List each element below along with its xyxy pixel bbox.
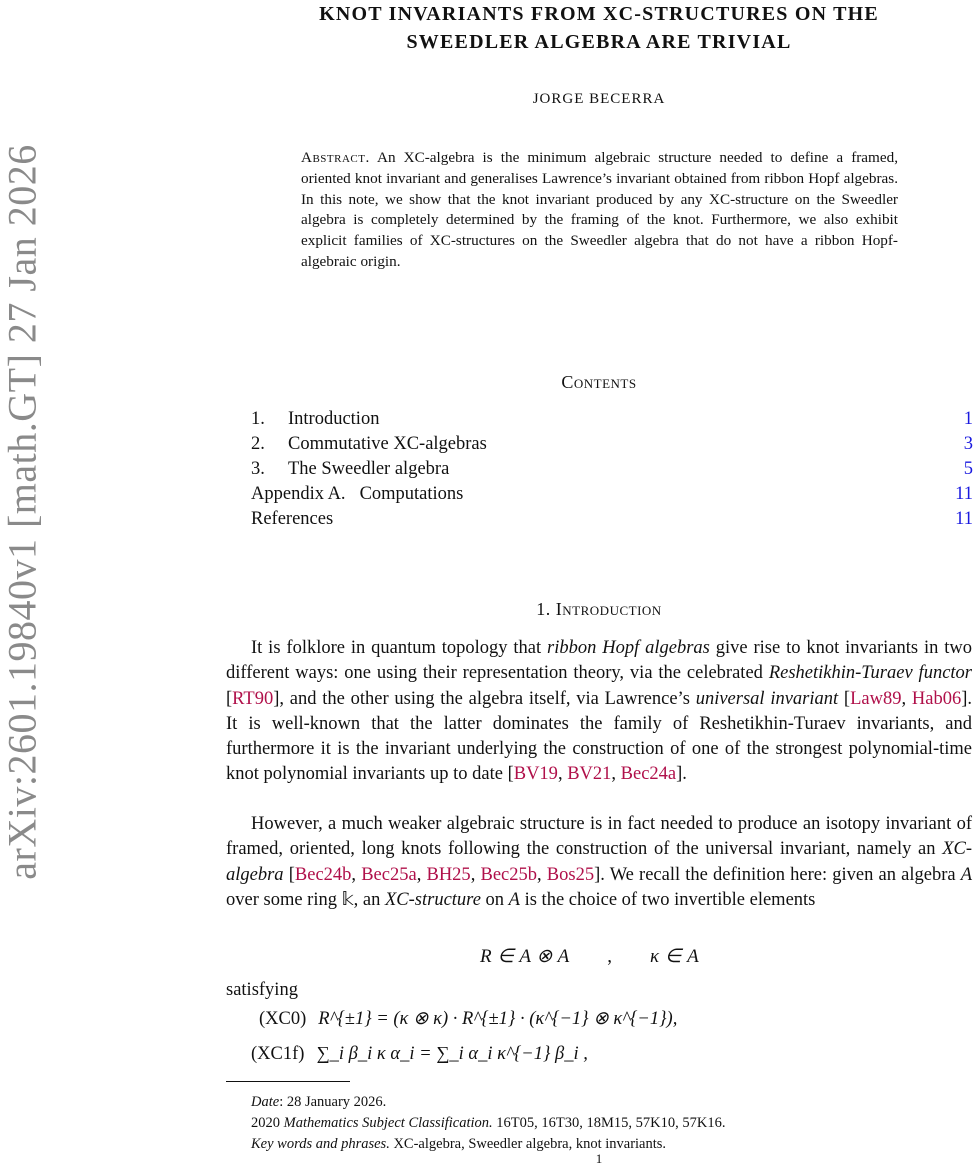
toc-entry-references[interactable] (251, 507, 973, 532)
text-run: It is folklore in quantum topology that (251, 638, 548, 658)
text-run: ]. (676, 764, 687, 785)
emphasis: ribbon Hopf algebras (547, 638, 710, 658)
condition-xc0 (259, 1008, 677, 1030)
author-name: JORGE BECERRA (532, 91, 666, 107)
footnote-label: Date (251, 1094, 280, 1110)
paragraph-intro-1 (226, 636, 972, 788)
condition-xc1f (251, 1044, 588, 1065)
abstract (301, 148, 898, 273)
text-run: [ (838, 688, 851, 709)
citation-link[interactable]: BV21 (567, 764, 612, 785)
arxiv-sidebar (0, 0, 50, 1165)
abstract-label: Abstract. (301, 149, 370, 166)
paper-title (226, 0, 972, 56)
toc-entry-introduction[interactable] (251, 407, 973, 432)
text-run: [ (226, 688, 233, 709)
toc-entry-title: Commutative XC-algebras (288, 434, 487, 454)
citation-link[interactable]: BH25 (426, 864, 471, 885)
text-run: , (416, 864, 427, 885)
footnote-rule (226, 1081, 350, 1082)
math-symbol: A (960, 864, 973, 885)
footnote-date (251, 1092, 973, 1113)
section-title: Introduction (555, 599, 662, 619)
footnote-label: Key words and phrases. (251, 1136, 390, 1152)
citation-link[interactable]: Bos25 (546, 864, 595, 885)
toc-entry-title: Computations (359, 484, 464, 504)
toc-entry-title: The Sweedler algebra (288, 459, 450, 479)
toc-entry-number: 2. (251, 434, 265, 454)
toc-entry-appendix[interactable] (251, 482, 973, 507)
citation-link[interactable]: Hab06 (911, 688, 962, 709)
toc-entry-title: References (251, 509, 334, 529)
text-run: , (901, 688, 912, 709)
toc-page-link[interactable]: 3 (963, 434, 973, 454)
title-line-1: KNOT INVARIANTS FROM XC-STRUCTURES ON THE (319, 3, 879, 25)
text-run: give rise to knot invariants in two different ways: one using their representation theory, via the celebrated (226, 638, 972, 684)
toc-page-link[interactable]: 1 (963, 409, 973, 429)
footnote-value: XC-algebra, Sweedler algebra, knot invariants. (389, 1136, 667, 1152)
footnote-label: Mathematics Subject Classification. (283, 1115, 493, 1131)
citation-link[interactable]: Bec24b (294, 864, 352, 885)
text-run: , (557, 764, 568, 785)
toc-entry-sweedler[interactable] (251, 457, 973, 482)
equation-right: κ ∈ A (650, 946, 699, 967)
section-heading (226, 599, 972, 620)
contents-heading: Contents (561, 372, 637, 392)
text-run: [ (283, 864, 295, 885)
citation-link[interactable]: RT90 (232, 688, 274, 709)
text-run: , (351, 864, 362, 885)
emphasis: universal invariant (695, 688, 839, 709)
condition-formula: R^{±1} = (κ ⊗ κ) · R^{±1} · (κ^{−1} ⊗ κ^{−1}), (318, 1009, 678, 1029)
toc-entry-commutative[interactable] (251, 432, 973, 457)
text-run: ]. We recall the definition here: given an algebra (594, 864, 961, 885)
footnote-value: 16T05, 16T30, 18M15, 57K10, 57K16. (492, 1115, 726, 1131)
condition-label: (XC0) (259, 1009, 307, 1029)
text-run: ], and the other using the algebra itself, via Lawrence’s (273, 688, 696, 709)
toc-entry-number: 3. (251, 459, 265, 479)
text-run: , (537, 864, 547, 885)
footnote-value: : 28 January 2026. (279, 1094, 387, 1110)
text-run: on (480, 889, 509, 910)
condition-formula: ∑_i β_i κ α_i = ∑_i α_i κ^{−1} β_i , (316, 1044, 588, 1064)
text-run: is the choice of two invertible elements (519, 889, 816, 910)
page-number: 1 (595, 1151, 603, 1166)
title-line-2: SWEEDLER ALGEBRA ARE TRIVIAL (406, 31, 792, 53)
math-symbol: A (508, 889, 520, 910)
condition-label: (XC1f) (251, 1044, 305, 1064)
citation-link[interactable]: BV19 (513, 764, 558, 785)
toc-page-link[interactable]: 11 (955, 484, 973, 504)
satisfying-text: satisfying (226, 980, 298, 1000)
citation-link[interactable]: Bec25b (480, 864, 537, 885)
section-number: 1. (536, 599, 551, 619)
toc-entry-number: Appendix A. (251, 484, 346, 504)
text-run: ]. It is well-known that the latter dominates the family of Reshetikhin-Turaev invariants, and furthermore it is the invariant underlying the construction of one of the strongest polynomial-time knot polynomial invariants up to date [ (226, 688, 972, 785)
text-run: over some ring 𝕜, an (226, 889, 385, 910)
abstract-text: An XC-algebra is the minimum algebraic structure needed to define a framed, oriented knot invariant and generalises Lawrence’s invariant obtained from ribbon Hopf algebras. In this note, we show that the knot invariant produced by any XC-structure on the Sweedler algebra is completely determined by the framing of the knot. Furthermore, we also exhibit explicit families of XC-structures on the Sweedler algebra that do not have a ribbon Hopf-algebraic origin. (301, 149, 898, 270)
text-run: , (470, 864, 481, 885)
toc-entry-number: 1. (251, 409, 265, 429)
text-run: However, a much weaker algebraic structure is in fact needed to produce an isotopy invariant of framed, oriented, long knots following the construction of the universal invariant, namely an (226, 814, 972, 860)
text-run: , (611, 764, 621, 785)
footnote-year: 2020 (251, 1115, 284, 1131)
footnote-msc (251, 1113, 973, 1134)
paragraph-intro-2 (226, 812, 972, 913)
emphasis: XC-algebra (226, 839, 972, 885)
emphasis: XC-structure (384, 889, 481, 910)
toc-page-link[interactable]: 11 (955, 509, 973, 529)
equation-left: R ∈ A ⊗ A (480, 946, 570, 967)
display-equation (480, 945, 699, 968)
citation-link[interactable]: Bec24a (620, 764, 677, 785)
table-of-contents (251, 407, 973, 532)
citation-link[interactable]: Law89 (850, 688, 902, 709)
citation-link[interactable]: Bec25a (361, 864, 417, 885)
toc-page-link[interactable]: 5 (963, 459, 973, 479)
equation-separator: , (607, 946, 613, 967)
arxiv-identifier[interactable]: arXiv:2601.19840v1 [math.GT] 27 Jan 2026 (0, 144, 45, 880)
toc-entry-title: Introduction (288, 409, 380, 429)
emphasis: Reshetikhin-Turaev functor (768, 663, 972, 684)
